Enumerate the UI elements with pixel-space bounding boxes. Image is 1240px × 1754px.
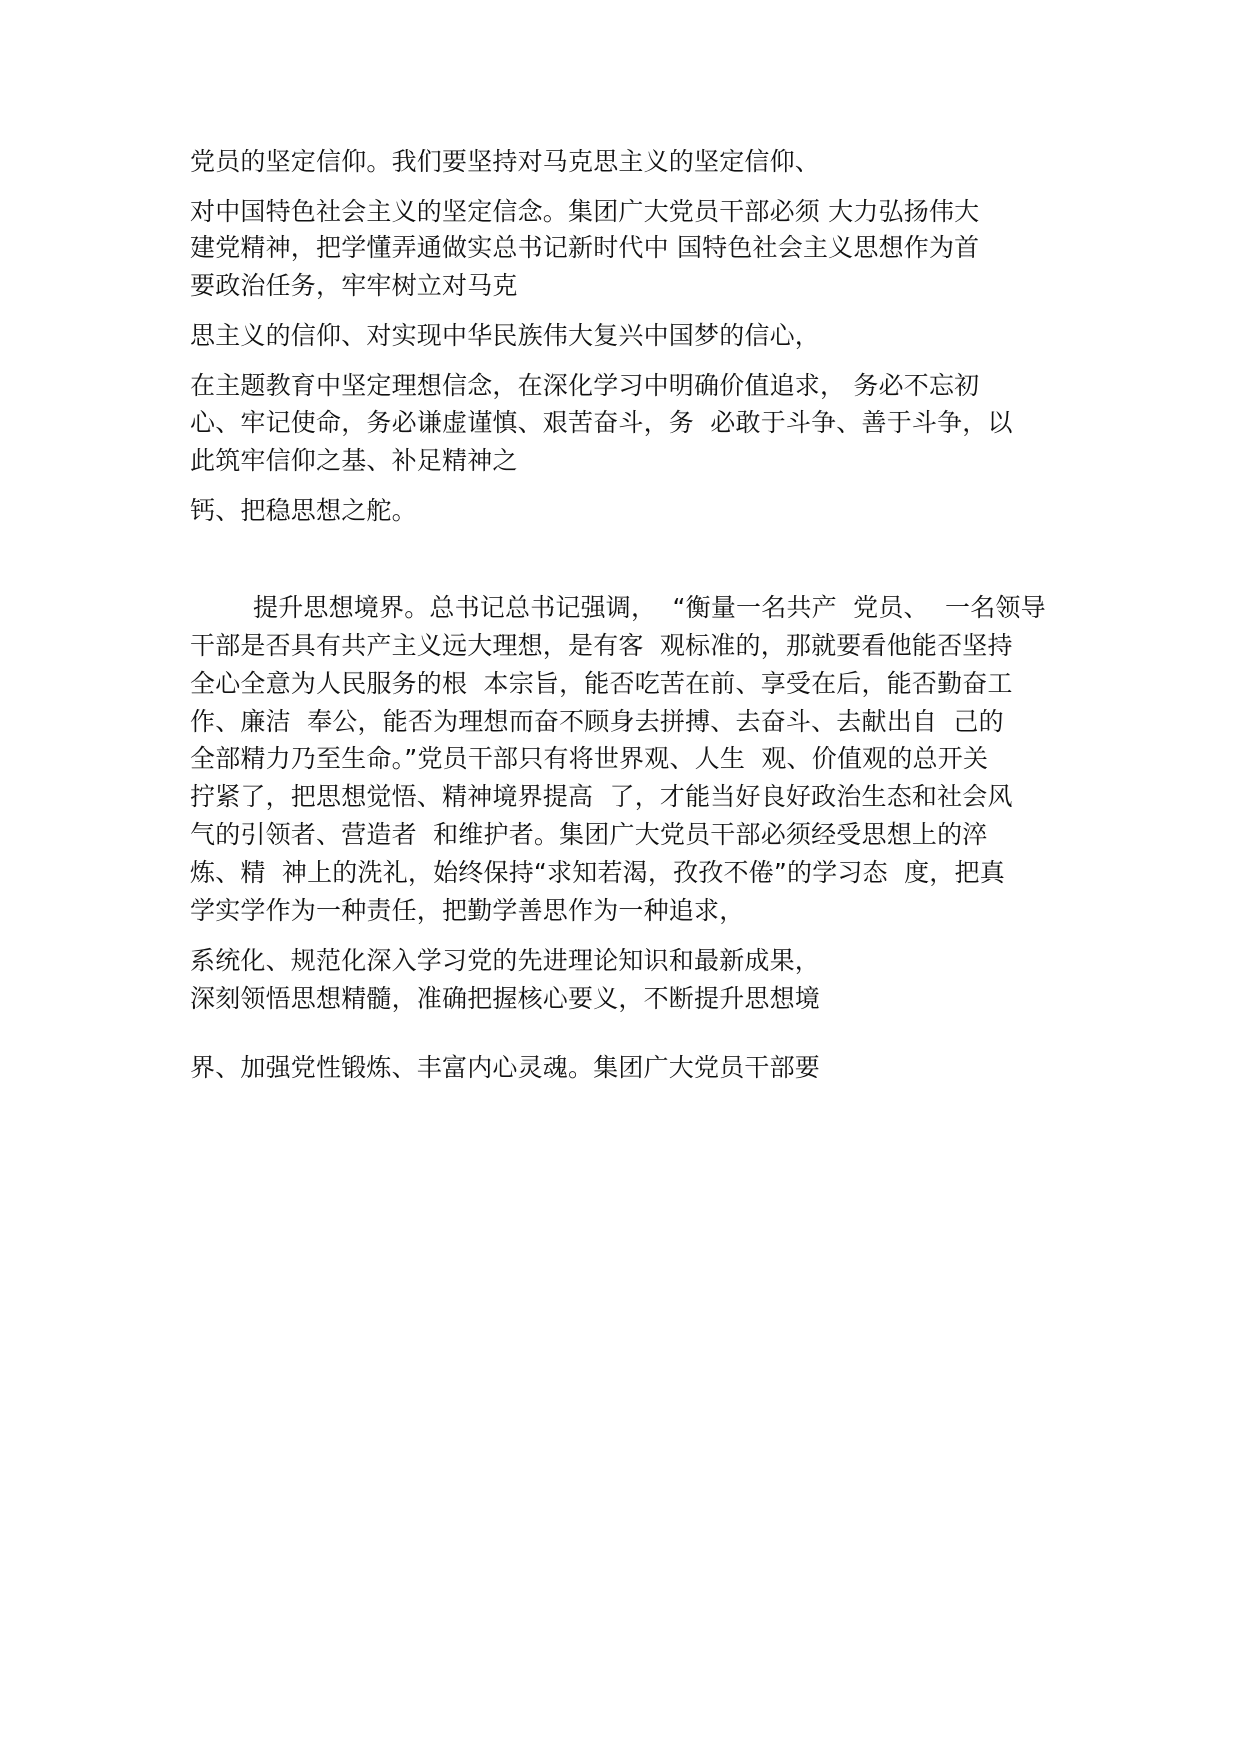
text-line: 此筑牢信仰之基、补足精神之 (190, 446, 518, 475)
text-line: 系统化、规范化深入学习党的先进理论知识和最新成果， (190, 946, 821, 975)
text-line: 对中国特色社会主义的坚定信念。集团广大党员干部必须 大力弘扬伟大 (190, 197, 980, 226)
text-line: 界、加强党性锻炼、丰富内心灵魂。集团广大党员干部要 (190, 1053, 821, 1082)
text-line: 思主义的信仰、对实现中华民族伟大复兴中国梦的信心， (190, 321, 821, 350)
text-line: 学实学作为一种责任，把勤学善思作为一种追求， (190, 896, 745, 925)
text-line: 深刻领悟思想精髓，准确把握核心要义，不断提升思想境 (190, 984, 821, 1013)
text-line: 全心全意为人民服务的根 本宗旨，能否吃苦在前、享受在后，能否勤奋工 (190, 669, 1013, 698)
text-line: 在主题教育中坚定理想信念，在深化学习中明确价值追求， 务必不忘初 (190, 371, 980, 400)
text-line: 全部精力乃至生命。”党员干部只有将世界观、人生 观、价值观的总开关 (190, 744, 989, 773)
text-line: 拧紧了，把思想觉悟、精神境界提高 了，才能当好良好政治生态和社会风 (190, 782, 1013, 811)
text-line: 气的引领者、营造者 和维护者。集团广大党员干部必须经受思想上的淬 (190, 820, 988, 849)
text-line: 要政治任务，牢牢树立对马克 (190, 271, 518, 300)
text-line: 提升思想境界。总书记总书记强调， “衡量一名共产 党员、 一名领导 (253, 593, 1046, 622)
text-line: 钙、把稳思想之舵。 (190, 496, 417, 525)
text-line: 作、廉洁 奉公，能否为理想而奋不顾身去拼搏、去奋斗、去献出自 己的 (190, 707, 1004, 736)
text-line: 炼、精 神上的洗礼，始终保持“求知若渴，孜孜不倦”的学习态 度，把真 (190, 858, 1005, 887)
text-line: 心、牢记使命，务必谦虚谨慎、艰苦奋斗，务 必敢于斗争、善于斗争，以 (190, 408, 1013, 437)
text-line: 建党精神，把学懂弄通做实总书记新时代中 国特色社会主义思想作为首 (190, 233, 980, 262)
text-line: 党员的坚定信仰。我们要坚持对马克思主义的坚定信仰、 (190, 147, 821, 176)
text-line: 干部是否具有共产主义远大理想，是有客 观标准的，那就要看他能否坚持 (190, 631, 1013, 660)
